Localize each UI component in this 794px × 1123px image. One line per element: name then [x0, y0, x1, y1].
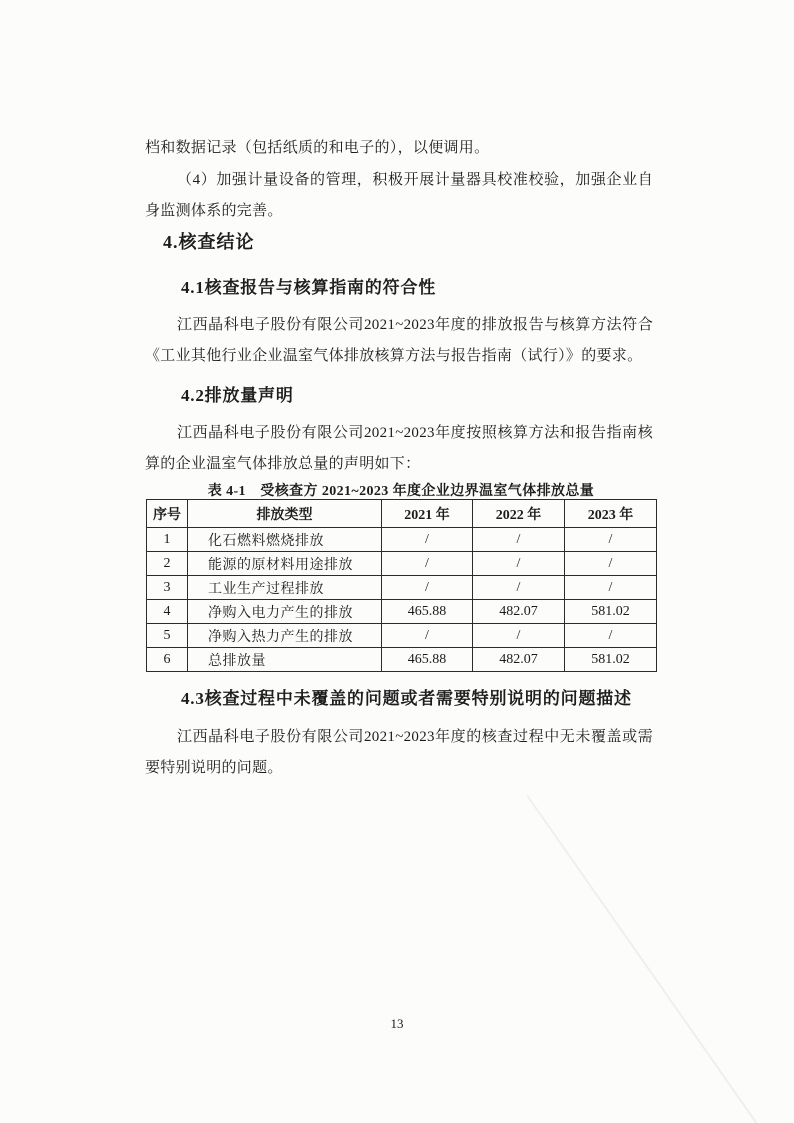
cell-emission-type: 工业生产过程排放: [188, 576, 382, 600]
cell-2023-value: /: [565, 528, 657, 552]
cell-emission-type: 净购入电力产生的排放: [188, 600, 382, 624]
paragraph-item4: （4）加强计量设备的管理，积极开展计量器具校准校验，加强企业自身监测体系的完善。: [145, 172, 653, 219]
cell-2022-value: /: [473, 624, 565, 648]
column-header-emission-type: 排放类型: [188, 500, 382, 528]
cell-2023-value: /: [565, 576, 657, 600]
column-header-index: 序号: [147, 500, 188, 528]
cell-emission-type: 化石燃料燃烧排放: [188, 528, 382, 552]
cell-index: 2: [147, 552, 188, 576]
subsection-heading-4-2: 4.2排放量声明: [181, 386, 294, 405]
subsection-heading-4-3: 4.3核查过程中未覆盖的问题或者需要特别说明的问题描述: [181, 689, 632, 708]
table-row: [147, 552, 657, 576]
paragraph-compliance: 江西晶科电子股份有限公司2021~2023年度的排放报告与核算方法符合《工业其他行业企业温室气体排放核算方法与报告指南（试行）》的要求。: [145, 317, 653, 364]
cell-2023-value: /: [565, 624, 657, 648]
column-header-2021: 2021 年: [382, 500, 473, 528]
paragraph-uncovered: 江西晶科电子股份有限公司2021~2023年度的核查过程中无未覆盖或需要特别说明的问题。: [145, 729, 653, 776]
cell-emission-type: 净购入热力产生的排放: [188, 624, 382, 648]
cell-2021-value: /: [382, 624, 473, 648]
table-row: [147, 624, 657, 648]
column-header-2023: 2023 年: [565, 500, 657, 528]
table-caption: 表 4-1 受核查方 2021~2023 年度企业边界温室气体排放总量: [207, 484, 595, 499]
cell-2021-value: 465.88: [382, 648, 473, 672]
subsection-heading-4-1: 4.1核查报告与核算指南的符合性: [181, 278, 437, 297]
cell-2022-value: 482.07: [473, 600, 565, 624]
cell-2021-value: /: [382, 552, 473, 576]
cell-2022-value: /: [473, 528, 565, 552]
cell-2022-value: /: [473, 552, 565, 576]
cell-2023-value: 581.02: [565, 648, 657, 672]
page-number: 13: [390, 1016, 404, 1031]
column-header-2022: 2022 年: [473, 500, 565, 528]
cell-index: 4: [147, 600, 188, 624]
cell-index: 5: [147, 624, 188, 648]
cell-index: 1: [147, 528, 188, 552]
cell-2021-value: /: [382, 576, 473, 600]
table-row: [147, 600, 657, 624]
cell-emission-type: 能源的原材料用途排放: [188, 552, 382, 576]
cell-2022-value: /: [473, 576, 565, 600]
cell-emission-type: 总排放量: [188, 648, 382, 672]
paragraph-statement-intro: 江西晶科电子股份有限公司2021~2023年度按照核算方法和报告指南核算的企业温室气体排放总量的声明如下：: [145, 425, 653, 472]
table-row: [147, 528, 657, 552]
table-header-row: [147, 500, 657, 528]
cell-2021-value: /: [382, 528, 473, 552]
section-heading-4: 4.核查结论: [163, 232, 255, 252]
cell-index: 6: [147, 648, 188, 672]
cell-2022-value: 482.07: [473, 648, 565, 672]
table-row: [147, 576, 657, 600]
scan-artifact: [526, 795, 757, 1123]
paragraph-continued: 档和数据记录（包括纸质的和电子的），以便调用。: [145, 140, 490, 156]
cell-index: 3: [147, 576, 188, 600]
cell-2023-value: 581.02: [565, 600, 657, 624]
emissions-table: [146, 499, 657, 672]
cell-2023-value: /: [565, 552, 657, 576]
table-row: [147, 648, 657, 672]
cell-2021-value: 465.88: [382, 600, 473, 624]
